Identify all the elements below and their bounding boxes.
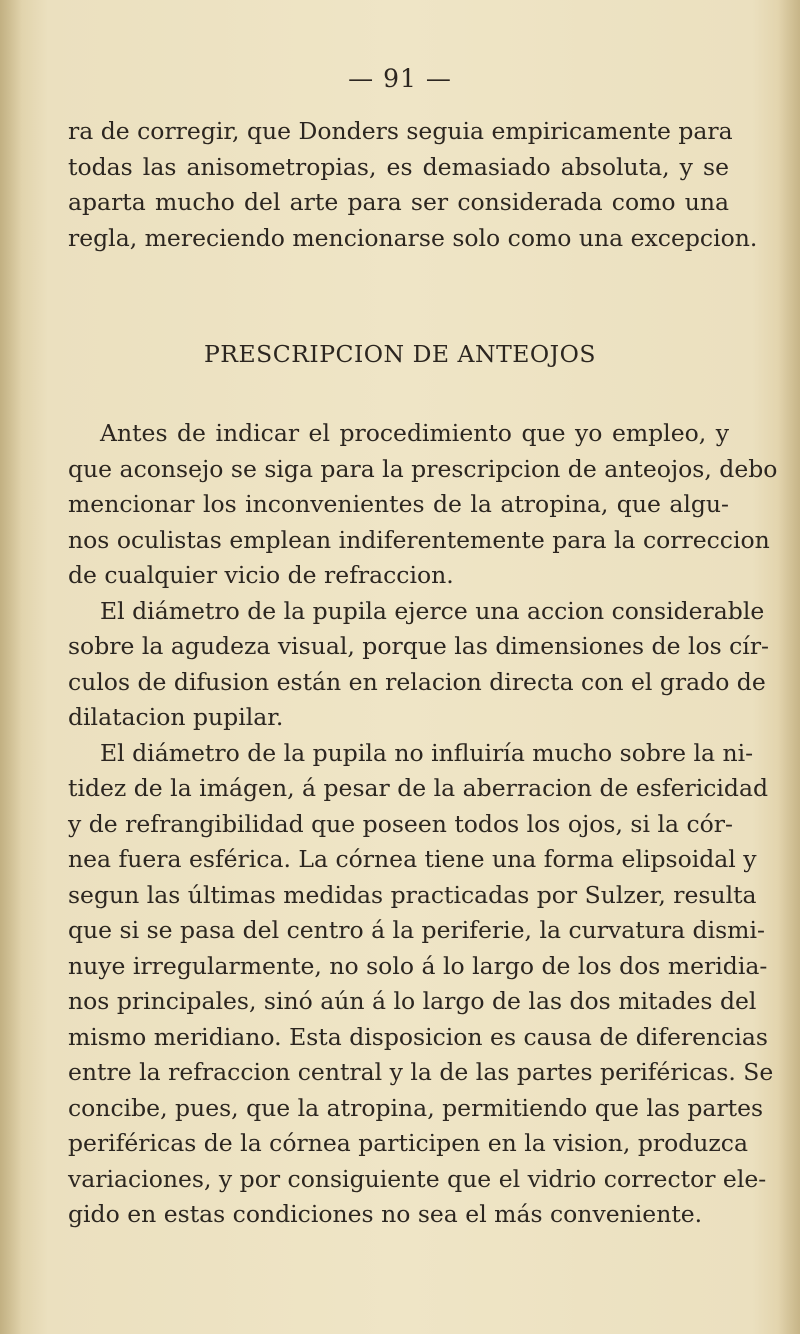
text-line: entre la refraccion central y la de las partes periféricas. Se bbox=[68, 1058, 774, 1086]
page-edge-shadow-right bbox=[778, 0, 800, 1334]
text-line: El diámetro de la pupila ejerce una accion considerable bbox=[100, 596, 765, 625]
text-line: sobre la agudeza visual, porque las dimensiones de los cír- bbox=[68, 632, 769, 660]
text-line: Antes de indicar el procedimiento que yo empleo, y bbox=[100, 419, 729, 447]
text-line: periféricas de la córnea participen en la vision, produzca bbox=[68, 1129, 748, 1157]
text-line: dilatacion pupilar. bbox=[68, 703, 284, 731]
text-line: gido en estas condiciones no sea el más conveniente. bbox=[68, 1200, 703, 1228]
intro-paragraph bbox=[68, 114, 758, 256]
text-line: tidez de la imágen, á pesar de la aberracion de esfericidad bbox=[68, 774, 769, 802]
text-line: mismo meridiano. Esta disposicion es causa de diferencias bbox=[68, 1022, 768, 1051]
text-line: El diámetro de la pupila no influiría mucho sobre la ni- bbox=[100, 738, 754, 767]
text-line: nea fuera esférica. La córnea tiene una forma elipsoidal y bbox=[68, 845, 757, 873]
body-text bbox=[68, 416, 778, 1233]
text-line: mencionar los inconvenientes de la atropina, que algu- bbox=[68, 490, 729, 518]
text-line: nos oculistas emplean indiferentemente para la correccion bbox=[68, 525, 770, 554]
page-edge-shadow-left bbox=[0, 0, 22, 1334]
text-line: concibe, pues, que la atropina, permitiendo que las partes bbox=[68, 1093, 764, 1122]
text-line: y de refrangibilidad que poseen todos los ojos, si la cór- bbox=[68, 809, 733, 838]
text-line: de cualquier vicio de refraccion. bbox=[68, 561, 454, 589]
text-line: todas las anisometropias, es demasiado absoluta, y se bbox=[68, 152, 729, 181]
text-line: ra de corregir, que Donders seguia empiricamente para bbox=[68, 117, 733, 145]
text-line: que si se pasa del centro á la periferie, la curvatura dismi- bbox=[68, 916, 765, 944]
text-line: nuye irregularmente, no solo á lo largo de los dos meridia- bbox=[68, 951, 768, 980]
section-heading: PRESCRIPCION DE ANTEOJOS bbox=[204, 340, 596, 368]
text-line: regla, mereciendo mencionarse solo como una excepcion. bbox=[68, 223, 758, 252]
text-line: segun las últimas medidas practicadas por Sulzer, resulta bbox=[68, 880, 757, 909]
text-line: que aconsejo se siga para la prescripcion de anteojos, debo bbox=[68, 454, 778, 483]
text-line: variaciones, y por consiguiente que el vidrio corrector ele- bbox=[68, 1164, 767, 1193]
text-line: nos principales, sinó aún á lo largo de las dos mitades del bbox=[68, 987, 757, 1015]
text-line: culos de difusion están en relacion directa con el grado de bbox=[68, 667, 766, 696]
page-number: — 91 — bbox=[348, 64, 452, 93]
text-line: aparta mucho del arte para ser considerada como una bbox=[68, 188, 729, 216]
